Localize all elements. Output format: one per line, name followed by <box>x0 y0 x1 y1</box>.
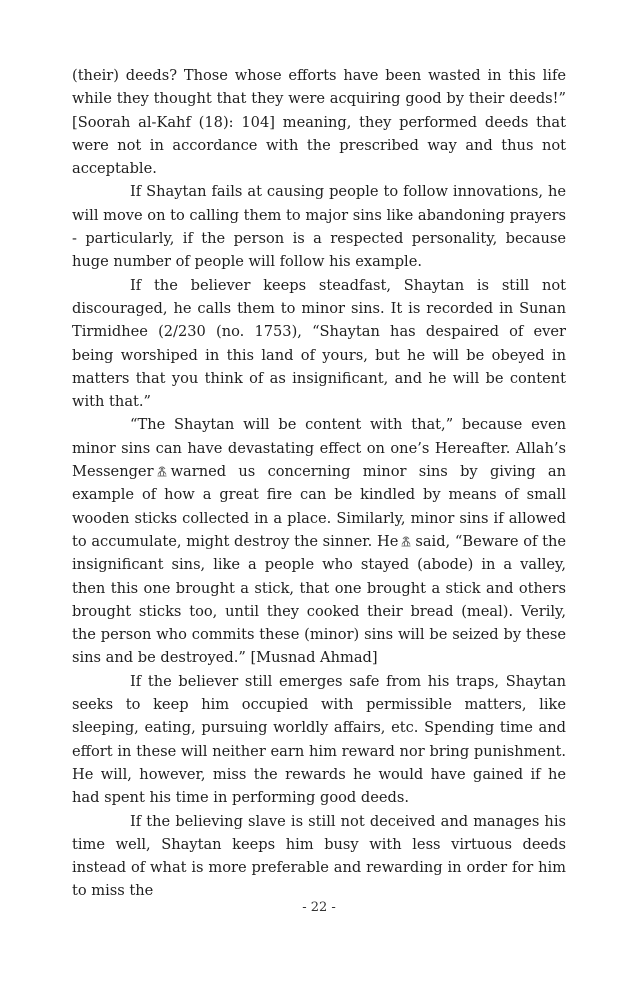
paragraph-6: If the believing slave is still not deceived and manages his time well, Shaytan keeps him busy with less virtuous deeds instead of what is more preferable and rewarding in order for him to miss the <box>72 812 566 900</box>
page-body <box>72 64 566 903</box>
paragraph-4-part-3: said, “Beware of the insignificant sins, like a people who stayed (abode) in a valley, then this one brought a stick, that one brought a stick and others brought sticks too, until they cooked their bread (meal). Verily, the person who commits these (minor) sins will be seized by these sins and be destroyed.” [Musnad Ahmad] <box>72 532 566 667</box>
paragraph-2: If Shaytan fails at causing people to follow innovations, he will move on to calling them to major sins like abandoning prayers - particularly, if the person is a respected personality, because huge number of people will follow his example. <box>72 183 566 271</box>
paragraph-4-part-1: “The Shaytan will be content with that,” because even minor sins can have devastating effect on one’s Hereafter. Allah’s Messenger <box>72 416 566 481</box>
paragraph-4 <box>72 413 566 669</box>
paragraph-1: (their) deeds? Those whose efforts have been wasted in this life while they thought that they were acquiring good by their deeds!” [Soorah al-Kahf (18): 104] meaning, they performed deeds that were not in accordance with the prescribed way and thus not acceptable. <box>72 67 566 178</box>
paragraph-5: If the believer still emerges safe from his traps, Shaytan seeks to keep him occupied with permissible matters, like sleeping, eating, pursuing worldly affairs, etc. Spending time and effort in these will neither earn him reward nor bring punishment. He will, however, miss the rewards he would have gained if he had spent his time in performing good deeds. <box>72 672 566 807</box>
salawat-ligature-icon <box>400 535 412 547</box>
paragraph-3: If the believer keeps steadfast, Shaytan is still not discouraged, he calls them to minor sins. It is recorded in Sunan Tirmidhee (2/230 (no. 1753), “Shaytan has despaired of ever being worshiped in this land of yours, but he will be obeyed in matters that you think of as insignificant, and he will be content with that.” <box>72 276 566 411</box>
paragraph-4-part-2: warned us concerning minor sins by giving an example of how a great fire can be kindled by means of small wooden sticks collected in a place. Similarly, minor sins if allowed to accumulate, might destroy the sinner. He <box>72 463 566 550</box>
page-number: - 22 - <box>302 900 336 915</box>
salawat-ligature-icon <box>156 465 168 477</box>
